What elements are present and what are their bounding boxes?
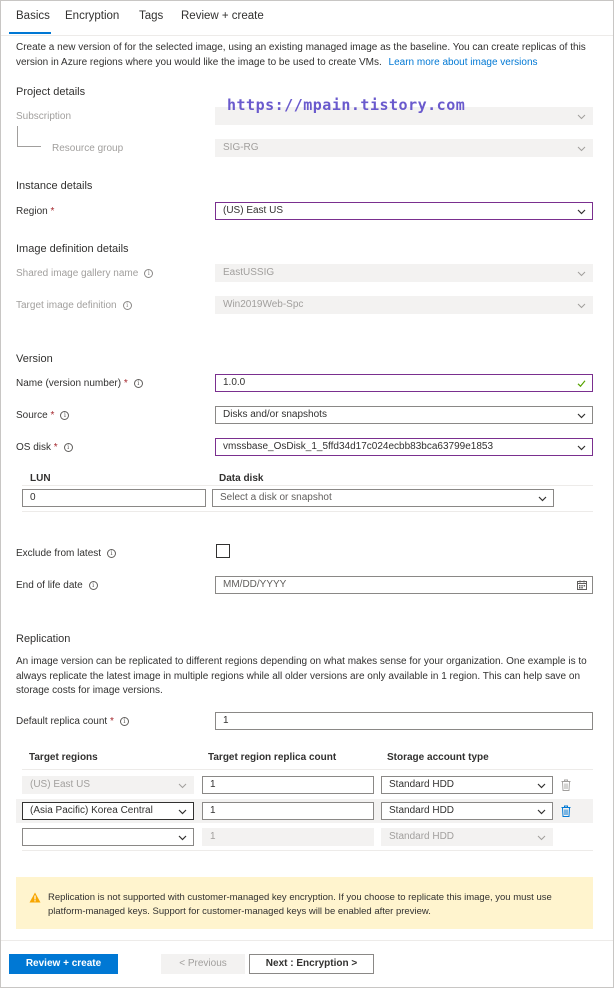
- replica-count-input: [202, 828, 374, 846]
- storage-type-column-header: Storage account type: [387, 752, 489, 763]
- table-row-rule: [22, 850, 593, 851]
- default-replica-count-label: [16, 716, 129, 727]
- gallery-dropdown: [215, 264, 593, 282]
- gallery-value: EastUSSIG: [223, 267, 275, 278]
- table-row-rule: [22, 511, 593, 512]
- default-replica-count-input[interactable]: [215, 712, 593, 730]
- chevron-down-icon: [537, 781, 546, 790]
- version-heading: Version: [16, 353, 53, 365]
- chevron-down-icon: [577, 269, 586, 278]
- region-dropdown[interactable]: [215, 202, 593, 220]
- next-encryption-button[interactable]: Next : Encryption >: [249, 954, 374, 974]
- default-count-value: 1: [223, 715, 229, 726]
- target-region-dropdown[interactable]: [22, 802, 194, 820]
- chevron-down-icon: [577, 443, 586, 452]
- project-details-heading: Project details: [16, 86, 86, 98]
- chevron-down-icon: [537, 833, 546, 842]
- replica-count-value: 1: [210, 805, 216, 816]
- active-tab-indicator: [9, 32, 51, 34]
- version-name-label-text: Name (version number): [16, 378, 122, 389]
- info-icon[interactable]: i: [120, 717, 129, 726]
- version-name-input[interactable]: [215, 374, 593, 392]
- target-image-definition-label: [16, 300, 132, 311]
- required-asterisk: *: [50, 206, 55, 217]
- replica-count-input[interactable]: [202, 776, 374, 794]
- required-asterisk: *: [50, 410, 55, 421]
- lun-column-header: LUN: [30, 473, 51, 484]
- eol-placeholder: MM/DD/YYYY: [223, 579, 287, 590]
- tab-review-create[interactable]: Review + create: [181, 10, 264, 22]
- replica-count-value: 1: [210, 831, 216, 842]
- info-icon[interactable]: i: [64, 443, 73, 452]
- tab-encryption[interactable]: Encryption: [65, 10, 120, 22]
- replication-warning-banner: [16, 877, 593, 929]
- review-create-button[interactable]: Review + create: [9, 954, 118, 974]
- required-asterisk: *: [109, 716, 114, 727]
- end-of-life-label: [16, 580, 98, 591]
- tab-tags[interactable]: Tags: [139, 10, 164, 22]
- target-image-definition-value: Win2019Web-Spc: [223, 299, 304, 310]
- os-disk-value: vmssbase_OsDisk_1_5ffd34d17c024ecbb83bca63799e1853: [223, 441, 494, 452]
- storage-type-dropdown[interactable]: [381, 776, 553, 794]
- resource-group-value: SIG-RG: [223, 142, 259, 153]
- chevron-down-icon: [178, 833, 187, 842]
- chevron-down-icon: [577, 207, 586, 216]
- info-icon[interactable]: i: [123, 301, 132, 310]
- source-label: [16, 410, 69, 421]
- exclude-from-latest-checkbox[interactable]: [216, 544, 230, 558]
- tab-basics[interactable]: Basics: [16, 10, 50, 22]
- gallery-label-text: Shared image gallery name: [16, 268, 139, 279]
- chevron-down-icon: [577, 411, 586, 420]
- region-label-text: Region: [16, 206, 48, 217]
- os-disk-dropdown[interactable]: [215, 438, 593, 456]
- storage-type-dropdown[interactable]: [381, 802, 553, 820]
- table-header-rule: [22, 485, 593, 486]
- delete-row-icon[interactable]: [561, 805, 571, 817]
- instance-details-heading: Instance details: [16, 180, 93, 192]
- default-count-label-text: Default replica count: [16, 716, 108, 727]
- resource-group-dropdown: [215, 139, 593, 157]
- previous-button: < Previous: [161, 954, 245, 974]
- lun-input[interactable]: [22, 489, 206, 507]
- os-disk-label-text: OS disk: [16, 442, 52, 453]
- footer-divider: [1, 940, 613, 941]
- target-image-definition-dropdown: [215, 296, 593, 314]
- table-header-rule: [22, 769, 593, 770]
- calendar-icon[interactable]: [577, 580, 586, 589]
- chevron-down-icon: [577, 112, 586, 121]
- tabs-divider: [1, 35, 613, 36]
- source-dropdown[interactable]: [215, 406, 593, 424]
- storage-type-value: Standard HDD: [389, 805, 455, 816]
- intro-description: Create a new version of for the selected image, using an existing managed image as the baseline. You can create replicas of this version in Azure regions where you would like the image to be used to create VMs.: [16, 42, 586, 68]
- tree-connector: [17, 126, 18, 147]
- intro-text: [16, 41, 601, 70]
- delete-row-icon: [561, 779, 571, 791]
- replication-description: An image version can be replicated to different regions depending on what makes sense for your organization. One example is to always replicate the latest image in multiple regions while all older versions are only available in 1 region. This can help save on storage costs for image versions.: [16, 656, 587, 696]
- info-icon[interactable]: i: [107, 549, 116, 558]
- os-disk-label: [16, 442, 73, 453]
- replication-heading: Replication: [16, 633, 71, 645]
- chevron-down-icon: [537, 807, 546, 816]
- exclude-from-latest-label: [16, 548, 116, 559]
- required-asterisk: *: [123, 378, 128, 389]
- version-name-value: 1.0.0: [223, 377, 246, 388]
- chevron-down-icon: [577, 301, 586, 310]
- gallery-label: [16, 268, 153, 279]
- region-value: (US) East US: [223, 205, 284, 216]
- replica-count-value: 1: [210, 779, 216, 790]
- eol-label-text: End of life date: [16, 580, 83, 591]
- info-icon[interactable]: i: [134, 379, 143, 388]
- replica-count-column-header: Target region replica count: [208, 752, 337, 763]
- target-label-text: Target image definition: [16, 300, 117, 311]
- target-region-value: (Asia Pacific) Korea Central: [30, 805, 153, 816]
- warning-icon: [29, 892, 41, 903]
- info-icon[interactable]: i: [144, 269, 153, 278]
- storage-type-value: Standard HDD: [389, 779, 455, 790]
- warning-text: Replication is not supported with customer-managed key encryption. If you choose to replicate this image, you must use platform-managed keys. Support for customer-managed keys will be enabled after preview.: [48, 892, 552, 917]
- chevron-down-icon: [577, 144, 586, 153]
- chevron-down-icon: [178, 781, 187, 790]
- storage-type-dropdown: [381, 828, 553, 846]
- chevron-down-icon: [178, 807, 187, 816]
- exclude-label-text: Exclude from latest: [16, 548, 102, 559]
- end-of-life-date-input[interactable]: [215, 576, 593, 594]
- watermark-url: https://mpain.tistory.com: [227, 96, 466, 114]
- subscription-label: Subscription: [16, 111, 72, 122]
- image-definition-heading: Image definition details: [16, 243, 129, 255]
- resource-group-label: Resource group: [52, 143, 124, 154]
- source-value: Disks and/or snapshots: [223, 409, 327, 420]
- info-icon[interactable]: i: [60, 411, 69, 420]
- region-label: [16, 206, 54, 217]
- chevron-down-icon: [538, 494, 547, 503]
- target-region-dropdown: [22, 776, 194, 794]
- required-asterisk: *: [53, 442, 58, 453]
- storage-type-value: Standard HDD: [389, 831, 455, 842]
- data-disk-placeholder: Select a disk or snapshot: [220, 492, 332, 503]
- data-disk-dropdown[interactable]: [212, 489, 554, 507]
- learn-more-link[interactable]: Learn more about image versions: [388, 56, 538, 68]
- version-name-label: [16, 378, 143, 389]
- checkmark-icon: [577, 379, 586, 388]
- data-disk-column-header: Data disk: [219, 473, 264, 484]
- target-regions-column-header: Target regions: [29, 752, 98, 763]
- target-region-value: (US) East US: [30, 779, 91, 790]
- info-icon[interactable]: i: [89, 581, 98, 590]
- tree-connector-h: [17, 146, 41, 147]
- replica-count-input[interactable]: [202, 802, 374, 820]
- target-region-dropdown[interactable]: [22, 828, 194, 846]
- source-label-text: Source: [16, 410, 48, 421]
- lun-value: 0: [30, 492, 36, 503]
